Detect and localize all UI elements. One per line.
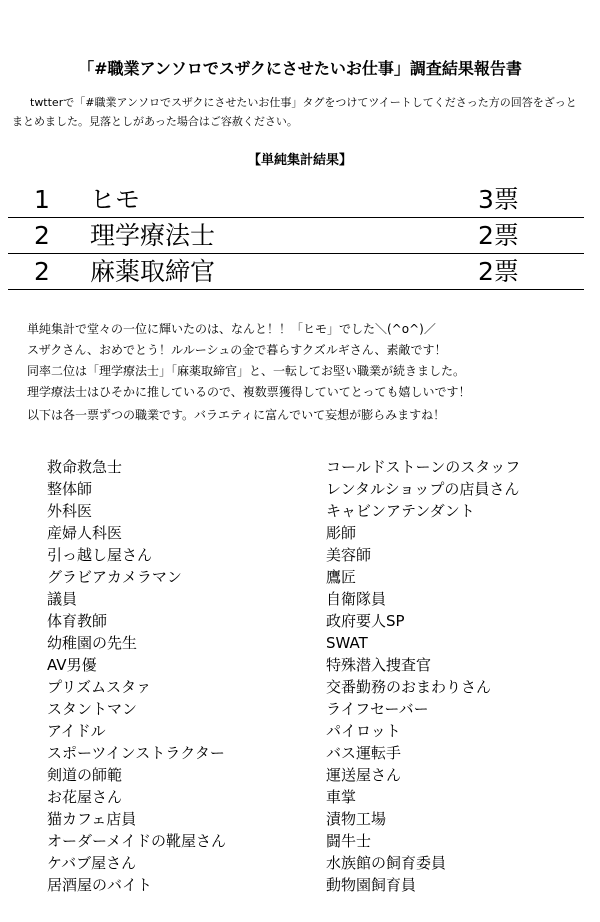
job-list-item: 運送屋さん xyxy=(326,766,402,784)
rank-votes: 3票 xyxy=(478,185,519,214)
job-list-item: お花屋さん xyxy=(47,788,123,806)
job-list-item: プリズムスタァ xyxy=(47,678,152,696)
job-list-item: 彫師 xyxy=(326,524,357,542)
report-title: 「#職業アンソロでスザクにさせたいお仕事」調査結果報告書 xyxy=(78,59,522,78)
intro-line-1: twtterで「#職業アンソロでスザクにさせたいお仕事」タグをつけてツイートしてくださった方の回答をざっと xyxy=(30,96,577,109)
intro-paragraph xyxy=(12,93,592,131)
comment-line: 単純集計で堂々の一位に輝いたのは、なんと！！「ヒモ」でした＼(^o^)／ xyxy=(27,322,436,336)
job-list-item: スタントマン xyxy=(47,700,138,718)
job-list-item: ケバブ屋さん xyxy=(47,854,137,872)
job-list-item: レンタルショップの店員さん xyxy=(326,480,520,498)
job-list-item: 政府要人SP xyxy=(326,612,405,630)
job-list-item: 救命救急士 xyxy=(47,458,123,476)
job-list-item: 引っ越し屋さん xyxy=(47,546,153,564)
job-list-item: スポーツインストラクター xyxy=(47,744,225,762)
job-list-item: コールドストーンのスタッフ xyxy=(326,458,521,476)
job-list-item: 居酒屋のバイト xyxy=(47,876,153,894)
job-list-item: 外科医 xyxy=(47,502,93,520)
job-list-item: 鷹匠 xyxy=(326,568,357,586)
rank-votes: 2票 xyxy=(478,221,519,250)
one-vote-list-left xyxy=(47,456,317,896)
job-list-item: 幼稚園の先生 xyxy=(47,634,138,652)
rank-number: 2 xyxy=(34,221,50,250)
rank-votes: 2票 xyxy=(478,257,519,286)
ranking-row xyxy=(8,254,584,290)
job-list-item: 剣道の師範 xyxy=(47,766,123,784)
one-vote-list-right xyxy=(326,456,596,896)
comment-line: 同率二位は「理学療法士」「麻薬取締官」と、一転してお堅い職業が続きました。 xyxy=(27,364,466,378)
job-list-item: 猫カフェ店員 xyxy=(47,810,137,828)
job-list-item: グラビアカメラマン xyxy=(47,568,182,586)
rank-number: 2 xyxy=(34,257,50,286)
job-list-item: 闘牛士 xyxy=(326,832,372,850)
one-vote-intro: 以下は各一票ずつの職業です。バラエティに富んでいて妄想が膨らみますね！ xyxy=(27,408,446,422)
job-list-item: 交番勤務のおまわりさん xyxy=(326,678,492,696)
summary-heading: 【単純集計結果】 xyxy=(247,153,352,168)
rank-job: ヒモ xyxy=(90,185,141,214)
job-list-item: 体育教師 xyxy=(47,612,108,630)
job-list-item: 自衛隊員 xyxy=(326,590,387,608)
rank-job: 麻薬取締官 xyxy=(90,257,216,286)
job-list-item: オーダーメイドの靴屋さん xyxy=(47,832,226,850)
job-list-item: 美容師 xyxy=(326,546,372,564)
job-list-item: SWAT xyxy=(326,634,368,652)
job-list-item: バス運転手 xyxy=(326,744,402,762)
rank-number: 1 xyxy=(34,185,50,214)
result-comment xyxy=(27,319,587,403)
job-list-item: 特殊潜入捜査官 xyxy=(326,656,432,674)
comment-line: スザクさん、おめでとう！ルルーシュの金で暮らすクズルギさん、素敵です！ xyxy=(27,343,447,357)
job-list-item: 漬物工場 xyxy=(326,810,387,828)
ranking-row xyxy=(8,182,584,218)
job-list-item: パイロット xyxy=(326,722,401,740)
job-list-item: アイドル xyxy=(47,722,106,740)
job-list-item: 産婦人科医 xyxy=(47,524,123,542)
job-list-item: 議員 xyxy=(47,590,78,608)
job-list-item: キャビンアテンダント xyxy=(326,502,475,520)
job-list-item: 整体師 xyxy=(47,480,93,498)
ranking-row xyxy=(8,218,584,254)
job-list-item: 動物園飼育員 xyxy=(326,876,417,894)
comment-line: 理学療法士はひそかに推しているので、複数票獲得していてとっても嬉しいです！ xyxy=(27,385,471,399)
intro-line-2: まとめました。見落としがあった場合はご容赦ください。 xyxy=(12,115,298,128)
job-list-item: 水族館の飼育委員 xyxy=(326,854,447,872)
ranking-table xyxy=(8,182,584,290)
rank-job: 理学療法士 xyxy=(90,221,216,250)
job-list-item: 車掌 xyxy=(326,788,357,806)
job-list-item: AV男優 xyxy=(47,656,97,674)
job-list-item: ライフセーバー xyxy=(326,700,429,718)
